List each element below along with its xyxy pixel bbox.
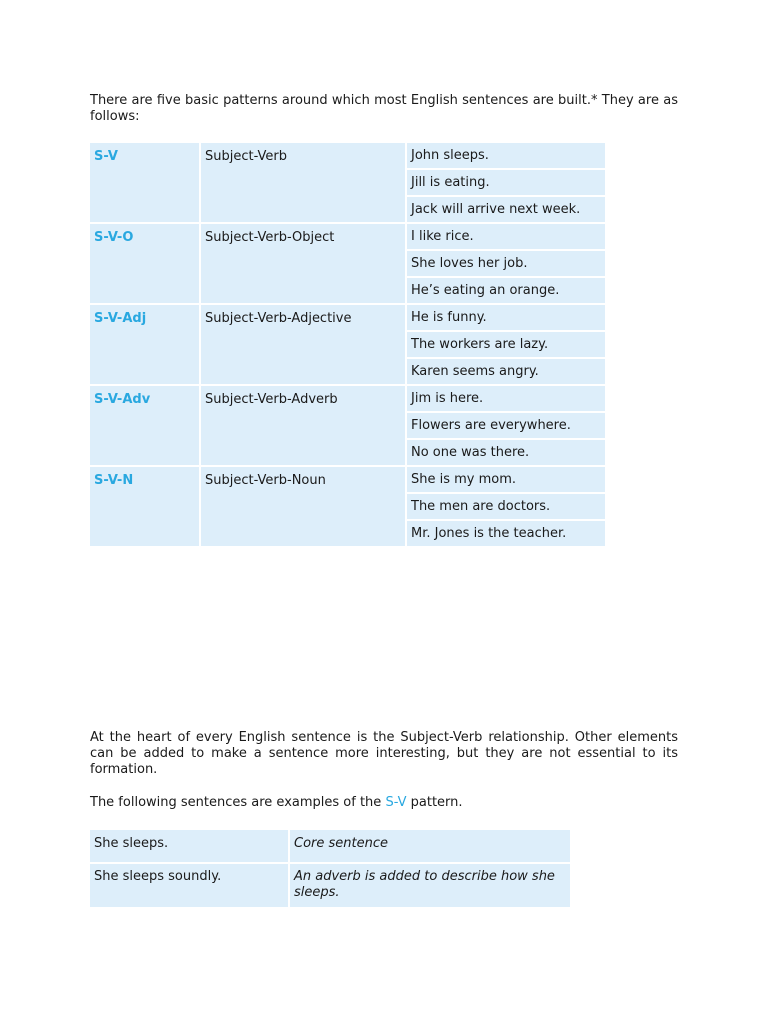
heart-paragraph: At the heart of every English sentence is the Subject-Verb relationship. Other elements can be added to make a sentence more interesting, but they are not essential to its formation. (90, 730, 678, 777)
pattern-examples (407, 143, 605, 222)
pattern-examples (407, 467, 605, 546)
pattern-examples (407, 386, 605, 465)
pattern-code: S-V-Adj (90, 305, 199, 384)
pattern-highlight: S-V (385, 795, 407, 810)
table-row (90, 143, 605, 222)
example-sentence: No one was there. (407, 440, 605, 465)
pattern-code: S-V-N (90, 467, 199, 546)
sentence-patterns-table (88, 141, 607, 548)
example-sentence: I like rice. (407, 224, 605, 249)
example-sentence: Jim is here. (407, 386, 605, 411)
table-row (90, 830, 570, 862)
example-sentence: Jill is eating. (407, 170, 605, 195)
pattern-code: S-V-O (90, 224, 199, 303)
table-row (90, 224, 605, 303)
example-sentence: Mr. Jones is the teacher. (407, 521, 605, 546)
example-sentence: He is funny. (407, 305, 605, 330)
pattern-name: Subject-Verb-Noun (201, 467, 405, 546)
following-text-after: pattern. (406, 795, 463, 810)
pattern-examples (407, 224, 605, 303)
pattern-code: S-V-Adv (90, 386, 199, 465)
table-row (90, 467, 605, 546)
pattern-name: Subject-Verb-Adjective (201, 305, 405, 384)
table-row (90, 305, 605, 384)
intro-paragraph: There are five basic patterns around which most English sentences are built.* They are as follows: (90, 93, 678, 124)
table-row (90, 386, 605, 465)
example-sentence: Jack will arrive next week. (407, 197, 605, 222)
pattern-name: Subject-Verb-Object (201, 224, 405, 303)
pattern-examples (407, 305, 605, 384)
example-sentence: He’s eating an orange. (407, 278, 605, 303)
example-note: Core sentence (290, 830, 570, 862)
table-row (90, 864, 570, 907)
pattern-name: Subject-Verb-Adverb (201, 386, 405, 465)
example-sentence: The workers are lazy. (407, 332, 605, 357)
pattern-name: Subject-Verb (201, 143, 405, 222)
example-sentence: Karen seems angry. (407, 359, 605, 384)
example-note: An adverb is added to describe how she sleeps. (290, 864, 570, 907)
following-text-before: The following sentences are examples of the (90, 795, 386, 810)
example-sentence: The men are doctors. (407, 494, 605, 519)
example-sentence: She loves her job. (407, 251, 605, 276)
example-sentence: She sleeps soundly. (90, 864, 288, 907)
example-sentence: John sleeps. (407, 143, 605, 168)
following-paragraph (90, 795, 678, 811)
example-sentence: Flowers are everywhere. (407, 413, 605, 438)
example-sentence: She sleeps. (90, 830, 288, 862)
example-sentence: She is my mom. (407, 467, 605, 492)
pattern-code: S-V (90, 143, 199, 222)
sv-examples-table (88, 828, 572, 909)
